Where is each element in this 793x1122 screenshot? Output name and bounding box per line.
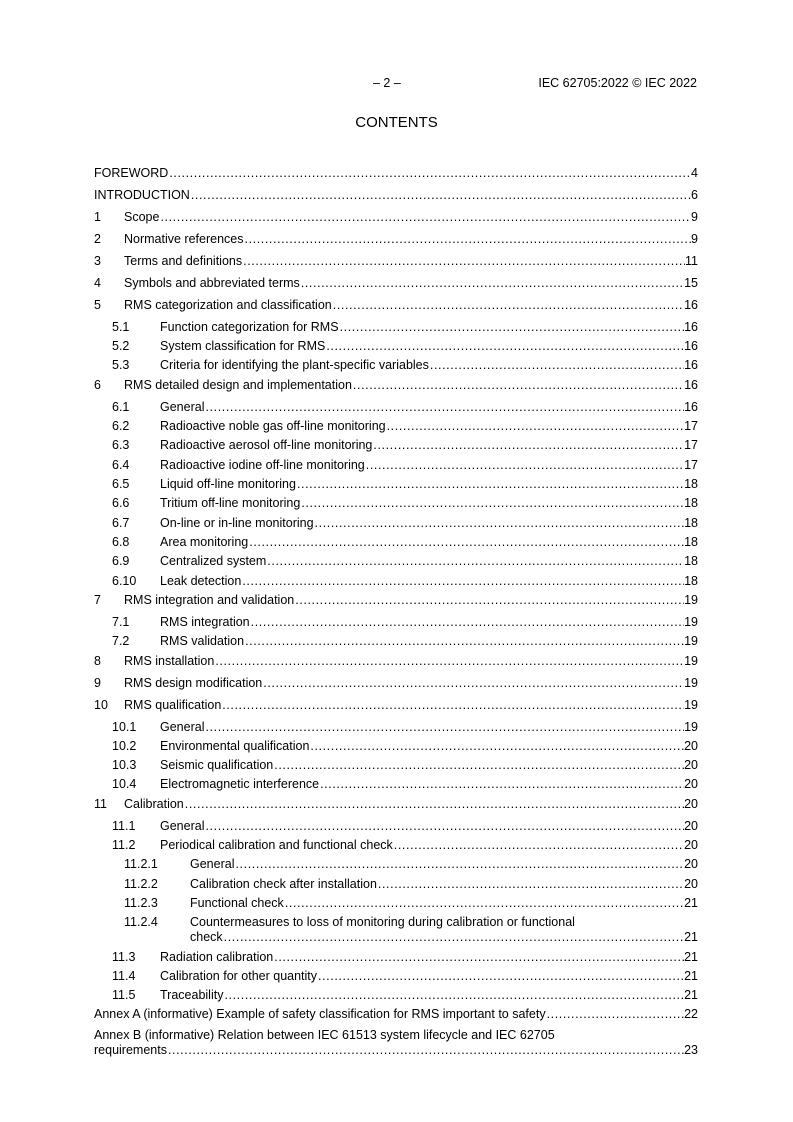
toc-entry[interactable] (94, 1028, 698, 1058)
toc-number: 11.5 (112, 988, 136, 1002)
toc-page-number: 16 (684, 298, 698, 312)
leader-dots (267, 554, 684, 569)
toc-page-number: 18 (684, 554, 698, 568)
leader-dots (245, 634, 684, 649)
leader-dots (301, 276, 684, 291)
toc-label: Function categorization for RMS (160, 320, 339, 334)
toc-page-number: 20 (684, 739, 698, 753)
toc-entry[interactable] (94, 720, 698, 735)
toc-number: 11.4 (112, 969, 136, 983)
toc-page-number: 6 (691, 188, 698, 202)
leader-dots (224, 930, 684, 945)
toc-label: RMS installation (124, 654, 215, 668)
leader-dots (235, 857, 684, 872)
leader-dots (285, 896, 684, 911)
toc-label: RMS integration and validation (124, 593, 295, 607)
toc-number: 2 (94, 232, 101, 246)
toc-page-number: 18 (684, 496, 698, 510)
toc-page-number: 18 (684, 516, 698, 530)
leader-dots (215, 654, 684, 669)
toc-label: Liquid off-line monitoring (160, 477, 296, 491)
toc-number: 6.1 (112, 400, 130, 414)
toc-entry[interactable] (94, 210, 698, 225)
table-of-contents (94, 0, 698, 1122)
leader-dots (387, 419, 684, 434)
toc-entry[interactable] (94, 857, 698, 872)
toc-entry[interactable] (94, 232, 698, 247)
toc-label: Electromagnetic interference (160, 777, 320, 791)
toc-entry[interactable] (94, 676, 698, 691)
toc-number: 7 (94, 593, 101, 607)
leader-dots (191, 188, 691, 203)
toc-label: Calibration (124, 797, 184, 811)
toc-entry[interactable] (94, 698, 698, 713)
toc-page-number: 20 (684, 857, 698, 871)
toc-entry[interactable] (94, 739, 698, 754)
toc-label: RMS qualification (124, 698, 222, 712)
toc-label: System classification for RMS (160, 339, 326, 353)
toc-entry[interactable] (94, 950, 698, 965)
toc-entry[interactable] (94, 1007, 698, 1022)
leader-dots (263, 676, 684, 691)
toc-entry[interactable] (94, 298, 698, 313)
leader-dots (243, 254, 685, 269)
toc-label: RMS design modification (124, 676, 263, 690)
toc-entry[interactable] (94, 188, 698, 203)
leader-dots (205, 819, 684, 834)
toc-entry[interactable] (94, 339, 698, 354)
toc-entry[interactable] (94, 797, 698, 812)
toc-page-number: 16 (684, 320, 698, 334)
toc-entry[interactable] (94, 838, 698, 853)
toc-number: 1 (94, 210, 101, 224)
toc-entry[interactable] (94, 654, 698, 669)
toc-entry[interactable] (94, 593, 698, 608)
toc-number: 6.7 (112, 516, 130, 530)
leader-dots (160, 210, 691, 225)
leader-dots (242, 574, 684, 589)
leader-dots (169, 166, 691, 181)
toc-entry[interactable] (94, 254, 698, 269)
toc-number: 9 (94, 676, 101, 690)
leader-dots (274, 950, 684, 965)
toc-page-number: 16 (684, 358, 698, 372)
toc-page-number: 17 (684, 438, 698, 452)
toc-number: 11.2.2 (124, 877, 158, 891)
toc-entry[interactable] (94, 438, 698, 453)
toc-number: 10.1 (112, 720, 137, 734)
toc-number: 3 (94, 254, 101, 268)
page-number: – 2 – (373, 76, 401, 90)
toc-label: RMS detailed design and implementation (124, 378, 352, 392)
leader-dots (340, 320, 685, 335)
toc-page-number: 20 (684, 819, 698, 833)
leader-dots (378, 877, 684, 892)
toc-label: Terms and definitions (124, 254, 243, 268)
toc-page-number: 19 (684, 676, 698, 690)
toc-label: Area monitoring (160, 535, 249, 549)
toc-page-number: 19 (684, 593, 698, 607)
toc-label: Calibration check after installation (190, 877, 377, 891)
toc-page-number: 21 (684, 969, 698, 983)
leader-dots (394, 838, 684, 853)
leader-dots (224, 988, 684, 1003)
leader-dots (251, 615, 684, 630)
toc-entry[interactable] (94, 988, 698, 1003)
toc-label: INTRODUCTION (94, 188, 190, 202)
toc-number: 11.3 (112, 950, 136, 964)
toc-entry[interactable] (94, 419, 698, 434)
toc-label: Environmental qualification (160, 739, 310, 753)
toc-label-continuation: requirements (94, 1043, 167, 1057)
toc-entry[interactable] (94, 969, 698, 984)
toc-page-number: 18 (684, 535, 698, 549)
toc-entry[interactable] (94, 574, 698, 589)
toc-label: Centralized system (160, 554, 267, 568)
toc-number: 7.1 (112, 615, 130, 629)
leader-dots (295, 593, 684, 608)
toc-page-number: 18 (684, 574, 698, 588)
toc-number: 7.2 (112, 634, 130, 648)
toc-page-number: 19 (684, 720, 698, 734)
toc-entry[interactable] (94, 758, 698, 773)
toc-label: RMS categorization and classification (124, 298, 332, 312)
toc-entry[interactable] (94, 516, 698, 531)
toc-page-number: 15 (684, 276, 698, 290)
toc-label: General (190, 857, 235, 871)
toc-number: 5 (94, 298, 101, 312)
leader-dots (249, 535, 684, 550)
toc-page-number: 17 (684, 419, 698, 433)
toc-label: Radioactive noble gas off-line monitoring (160, 419, 386, 433)
toc-number: 5.2 (112, 339, 130, 353)
toc-page-number: 19 (684, 698, 698, 712)
toc-page-number: 9 (691, 210, 698, 224)
toc-page-number: 20 (684, 797, 698, 811)
toc-label: Radioactive aerosol off-line monitoring (160, 438, 373, 452)
toc-number: 10.4 (112, 777, 137, 791)
toc-number: 8 (94, 654, 101, 668)
toc-entry[interactable] (94, 819, 698, 834)
toc-entry[interactable] (94, 915, 698, 945)
toc-number: 10 (94, 698, 108, 712)
toc-label: Symbols and abbreviated terms (124, 276, 300, 290)
toc-page-number: 20 (684, 838, 698, 852)
toc-entry[interactable] (94, 615, 698, 630)
toc-label-continuation: check (190, 930, 223, 944)
toc-number: 11.2 (112, 838, 136, 852)
leader-dots (185, 797, 684, 812)
toc-entry[interactable] (94, 634, 698, 649)
toc-page-number: 4 (691, 166, 698, 180)
toc-label: Criteria for identifying the plant-specific variables (160, 358, 429, 372)
toc-label: General (160, 400, 205, 414)
toc-entry[interactable] (94, 358, 698, 373)
toc-entry[interactable] (94, 877, 698, 892)
leader-dots (547, 1007, 685, 1022)
toc-page-number: 9 (691, 232, 698, 246)
toc-number: 11.2.4 (124, 915, 158, 929)
toc-label: Traceability (160, 988, 224, 1002)
toc-number: 4 (94, 276, 101, 290)
toc-entry[interactable] (94, 378, 698, 393)
leader-dots (245, 232, 692, 247)
leader-dots (373, 438, 684, 453)
leader-dots (318, 969, 684, 984)
toc-page-number: 17 (684, 458, 698, 472)
toc-number: 10.3 (112, 758, 137, 772)
toc-page-number: 18 (684, 477, 698, 491)
toc-page-number: 16 (684, 339, 698, 353)
leader-dots (274, 758, 684, 773)
toc-number: 6.8 (112, 535, 130, 549)
toc-entry[interactable] (94, 777, 698, 792)
leader-dots (168, 1043, 684, 1058)
toc-entry[interactable] (94, 320, 698, 335)
toc-page-number: 21 (684, 930, 698, 944)
toc-page-number: 16 (684, 378, 698, 392)
toc-label: General (160, 819, 205, 833)
toc-page-number: 20 (684, 758, 698, 772)
toc-label: Radioactive iodine off-line monitoring (160, 458, 365, 472)
leader-dots (310, 739, 684, 754)
toc-page-number: 19 (684, 654, 698, 668)
toc-number: 6.10 (112, 574, 137, 588)
toc-entry[interactable] (94, 276, 698, 291)
toc-number: 11 (94, 797, 107, 811)
toc-label: RMS validation (160, 634, 245, 648)
toc-entry[interactable] (94, 496, 698, 511)
toc-label: General (160, 720, 205, 734)
toc-label: FOREWORD (94, 166, 169, 180)
toc-label: Normative references (124, 232, 244, 246)
leader-dots (222, 698, 684, 713)
toc-number: 5.1 (112, 320, 130, 334)
toc-number: 11.1 (112, 819, 136, 833)
toc-number: 11.2.1 (124, 857, 158, 871)
toc-label: Calibration for other quantity (160, 969, 318, 983)
toc-entry[interactable] (94, 477, 698, 492)
leader-dots (301, 496, 684, 511)
toc-label: Annex B (informative) Relation between IEC 61513 system lifecycle and IEC 62705 (94, 1028, 555, 1042)
toc-page-number: 23 (684, 1043, 698, 1057)
toc-entry[interactable] (94, 535, 698, 550)
leader-dots (205, 720, 684, 735)
toc-page-number: 20 (684, 877, 698, 891)
toc-label: Functional check (190, 896, 284, 910)
toc-page-number: 19 (684, 634, 698, 648)
toc-number: 5.3 (112, 358, 130, 372)
leader-dots (353, 378, 684, 393)
leader-dots (320, 777, 684, 792)
toc-label: Radiation calibration (160, 950, 274, 964)
toc-number: 6.4 (112, 458, 130, 472)
toc-number: 6.5 (112, 477, 130, 491)
toc-label: Scope (124, 210, 160, 224)
toc-page-number: 11 (685, 254, 698, 268)
toc-page-number: 21 (684, 896, 698, 910)
leader-dots (333, 298, 684, 313)
leader-dots (430, 358, 684, 373)
leader-dots (315, 516, 685, 531)
toc-label: Periodical calibration and functional check (160, 838, 393, 852)
toc-number: 6.6 (112, 496, 130, 510)
leader-dots (366, 458, 684, 473)
toc-label: Tritium off-line monitoring (160, 496, 301, 510)
toc-number: 11.2.3 (124, 896, 158, 910)
toc-number: 6.3 (112, 438, 130, 452)
toc-entry[interactable] (94, 166, 698, 181)
toc-number: 6.9 (112, 554, 130, 568)
toc-entry[interactable] (94, 554, 698, 569)
toc-page-number: 21 (684, 988, 698, 1002)
toc-number: 6.2 (112, 419, 130, 433)
toc-entry[interactable] (94, 400, 698, 415)
leader-dots (297, 477, 684, 492)
page-title: CONTENTS (355, 114, 438, 131)
toc-entry[interactable] (94, 896, 698, 911)
leader-dots (326, 339, 684, 354)
toc-page-number: 19 (684, 615, 698, 629)
standard-reference: IEC 62705:2022 © IEC 2022 (538, 76, 697, 90)
toc-page-number: 16 (684, 400, 698, 414)
toc-entry[interactable] (94, 458, 698, 473)
toc-label: Annex A (informative) Example of safety classification for RMS important to safety (94, 1007, 546, 1021)
toc-number: 10.2 (112, 739, 137, 753)
toc-label: Countermeasures to loss of monitoring during calibration or functional (190, 915, 575, 929)
toc-label: Seismic qualification (160, 758, 274, 772)
toc-number: 6 (94, 378, 101, 392)
leader-dots (205, 400, 684, 415)
toc-page-number: 21 (684, 950, 698, 964)
toc-label: On-line or in-line monitoring (160, 516, 314, 530)
toc-label: RMS integration (160, 615, 250, 629)
toc-label: Leak detection (160, 574, 242, 588)
toc-page-number: 22 (684, 1007, 698, 1021)
toc-page-number: 20 (684, 777, 698, 791)
